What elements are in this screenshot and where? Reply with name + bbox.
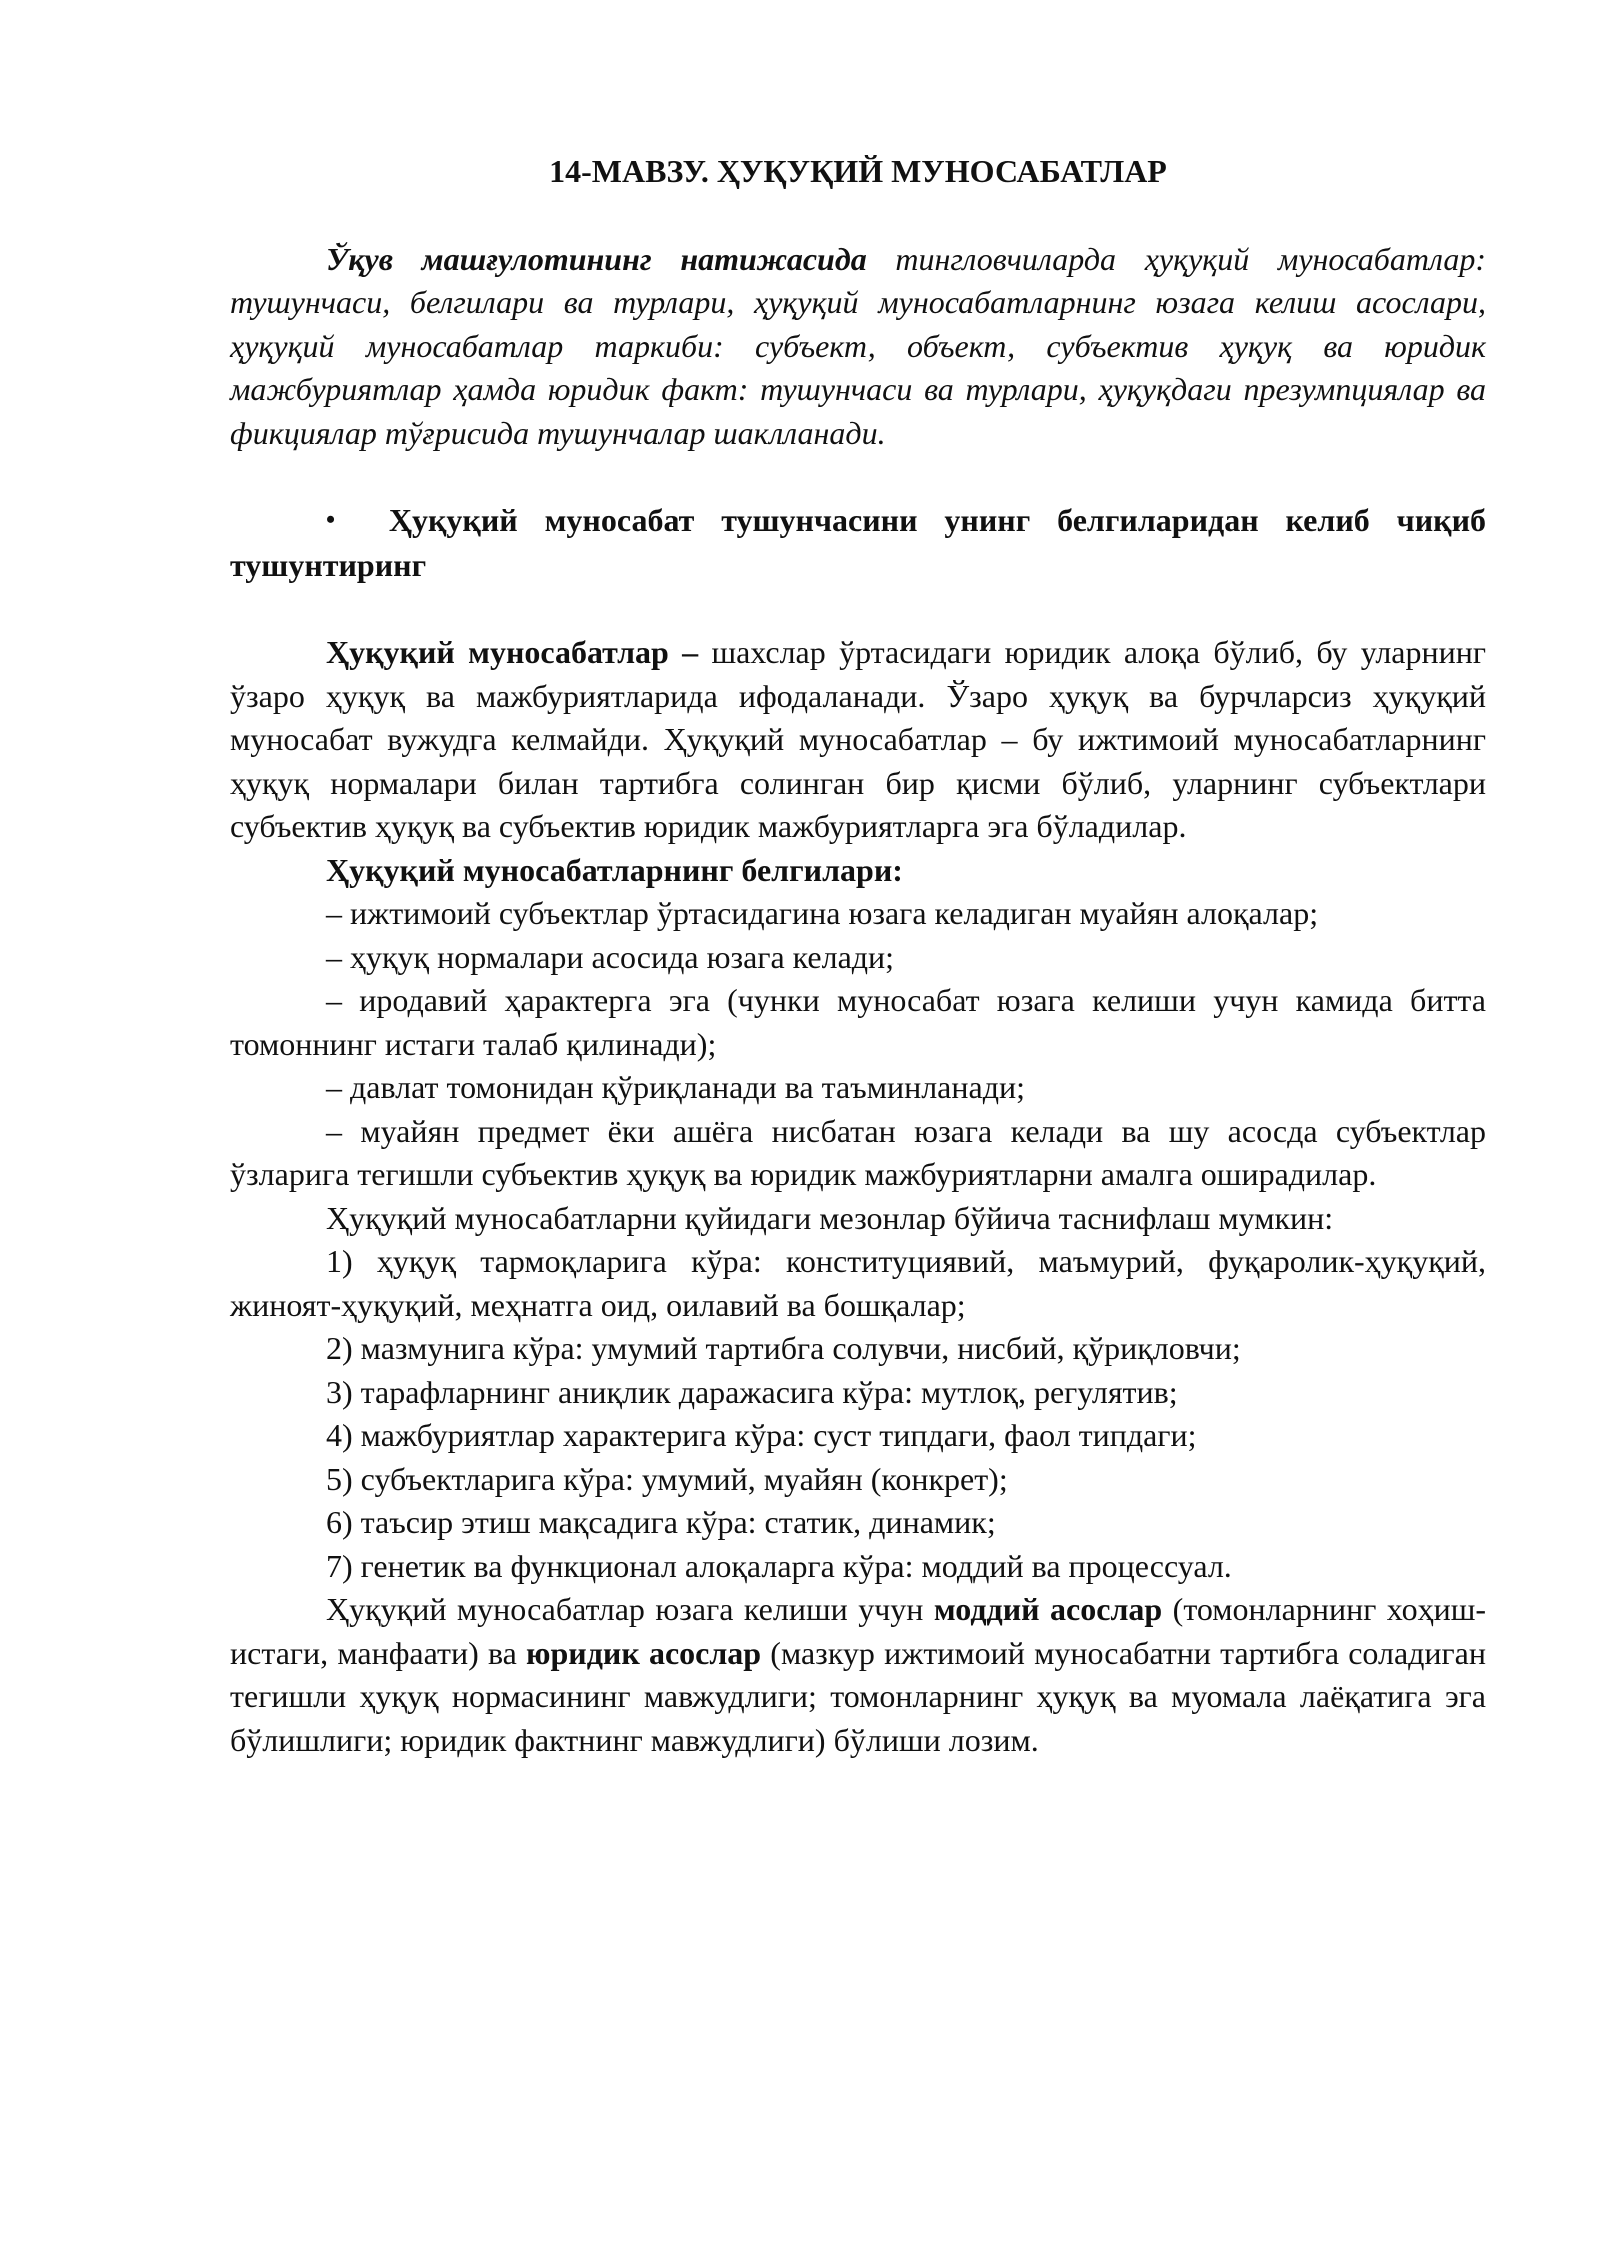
- closing-text-1: Ҳуқуқий муносабатлар юзага келиши учун: [326, 1591, 934, 1627]
- definition-text: шахслар ўртасидаги юридик алоқа бўлиб, бу уларнинг ўзаро ҳуқуқ ва мажбуриятларида ифодаланади. Ўзаро ҳуқуқ ва бурчларсиз ҳуқуқий муносабат вужудга келмайди. Ҳуқуқий муносабатлар – бу ижтимоий муносабатларнинг ҳуқуқ нормалари билан тартибга солинган бир қисми бўлиб, уларнинг субъектлари субъектив ҳуқуқ ва субъектив юридик мажбуриятларга эга бўладилар.: [230, 634, 1487, 844]
- classification-item: 5) субъектларига кўра: умумий, муайян (конкрет);: [326, 1460, 1008, 1497]
- question-text: Ҳуқуқий муносабат тушунчасини унинг белгиларидан келиб чиқиб тушунтиринг: [230, 501, 1487, 583]
- closing-bold-1: моддий асослар: [933, 1591, 1163, 1627]
- spacer: [230, 588, 1486, 632]
- intro-text: тингловчиларда ҳуқуқий муносабатлар: тушунчаси, белгилари ва турлари, ҳуқуқий муносабатларнинг юзага келиш асослари, ҳуқуқий муносабатлар таркиби: субъект, объект, субъектив ҳуқуқ ва юридик мажбуриятлар ҳамда юридик факт: тушунчаси ва турлари, ҳуқуқдаги презумпциялар ва фикциялар тўғрисида тушунчалар шаклланади.: [230, 240, 1487, 451]
- features-heading: [230, 849, 1486, 893]
- closing-paragraph: [230, 1588, 1486, 1762]
- intro-paragraph: [230, 238, 1486, 456]
- classification-item: 6) таъсир этиш мақсадига кўра: статик, динамик;: [326, 1504, 996, 1540]
- features-heading-text: Ҳуқуқий муносабатларнинг белгилари:: [326, 851, 903, 888]
- closing-bold-2: юридик асослар: [526, 1634, 762, 1671]
- classification-item: 2) мазмунига кўра: умумий тартибга солувчи, нисбий, қўриқловчи;: [326, 1330, 1241, 1366]
- feature-item: – ижтимоий субъектлар ўртасидагина юзага келадиган муайян алоқалар;: [326, 895, 1319, 931]
- feature-item: – ҳуқуқ нормалари асосида юзага келади;: [326, 938, 895, 975]
- question-item: [230, 499, 1486, 588]
- definition-term: Ҳуқуқий муносабатлар –: [326, 634, 699, 670]
- classification-item: 3) тарафларнинг аниқлик даражасига кўра: мутлоқ, регулятив;: [326, 1373, 1178, 1410]
- feature-item: – давлат томонидан қўриқланади ва таъминланади;: [326, 1069, 1025, 1105]
- classification-item: 4) мажбуриятлар характерига кўра: суст типдаги, фаол типдаги;: [326, 1417, 1197, 1453]
- definition-paragraph: [230, 631, 1486, 849]
- classification-item: 1) ҳуқуқ тармоқларига кўра: конституциявий, маъмурий, фуқаролик-ҳуқуқий, жиноят-ҳуқуқий, меҳнатга оид, оилавий ва бошқалар;: [230, 1243, 1486, 1323]
- intro-lead: Ўқув машғулотининг натижасида: [326, 240, 867, 277]
- document-page: [230, 150, 1486, 1762]
- feature-item: – муайян предмет ёки ашёга нисбатан юзага келади ва шу асосда субъектлар ўзларига тегишли субъектив ҳуқуқ ва юридик мажбуриятларни амалга оширадилар.: [230, 1112, 1486, 1192]
- bullet-icon: •: [326, 504, 336, 534]
- classification-intro: Ҳуқуқий муносабатларни қуйидаги мезонлар бўйича таснифлаш мумкин:: [326, 1199, 1334, 1236]
- page-title: 14-МАВЗУ. ҲУҚУҚИЙ МУНОСАБАТЛАР: [549, 153, 1167, 189]
- spacer: [230, 455, 1486, 499]
- feature-item: – иродавий ҳарактерга эга (чунки муносабат юзага келиши учун камида битта томоннинг истаги талаб қилинади);: [230, 982, 1486, 1062]
- closing-text-3: (мазкур ижтимоий муносабатни тартибга соладиган тегишли ҳуқуқ нормасининг мавжудлиги; томонларнинг ҳуқуқ ва муомала лаёқатига эга бўлишлиги; юридик фактнинг мавжудлиги) бўлиши лозим.: [230, 1634, 1487, 1758]
- classification-item: 7) генетик ва функционал алоқаларга кўра: моддий ва процессуал.: [326, 1547, 1232, 1584]
- closing-text-2: (томонларнинг хоҳиш-истаги, манфаати) ва: [230, 1591, 1487, 1671]
